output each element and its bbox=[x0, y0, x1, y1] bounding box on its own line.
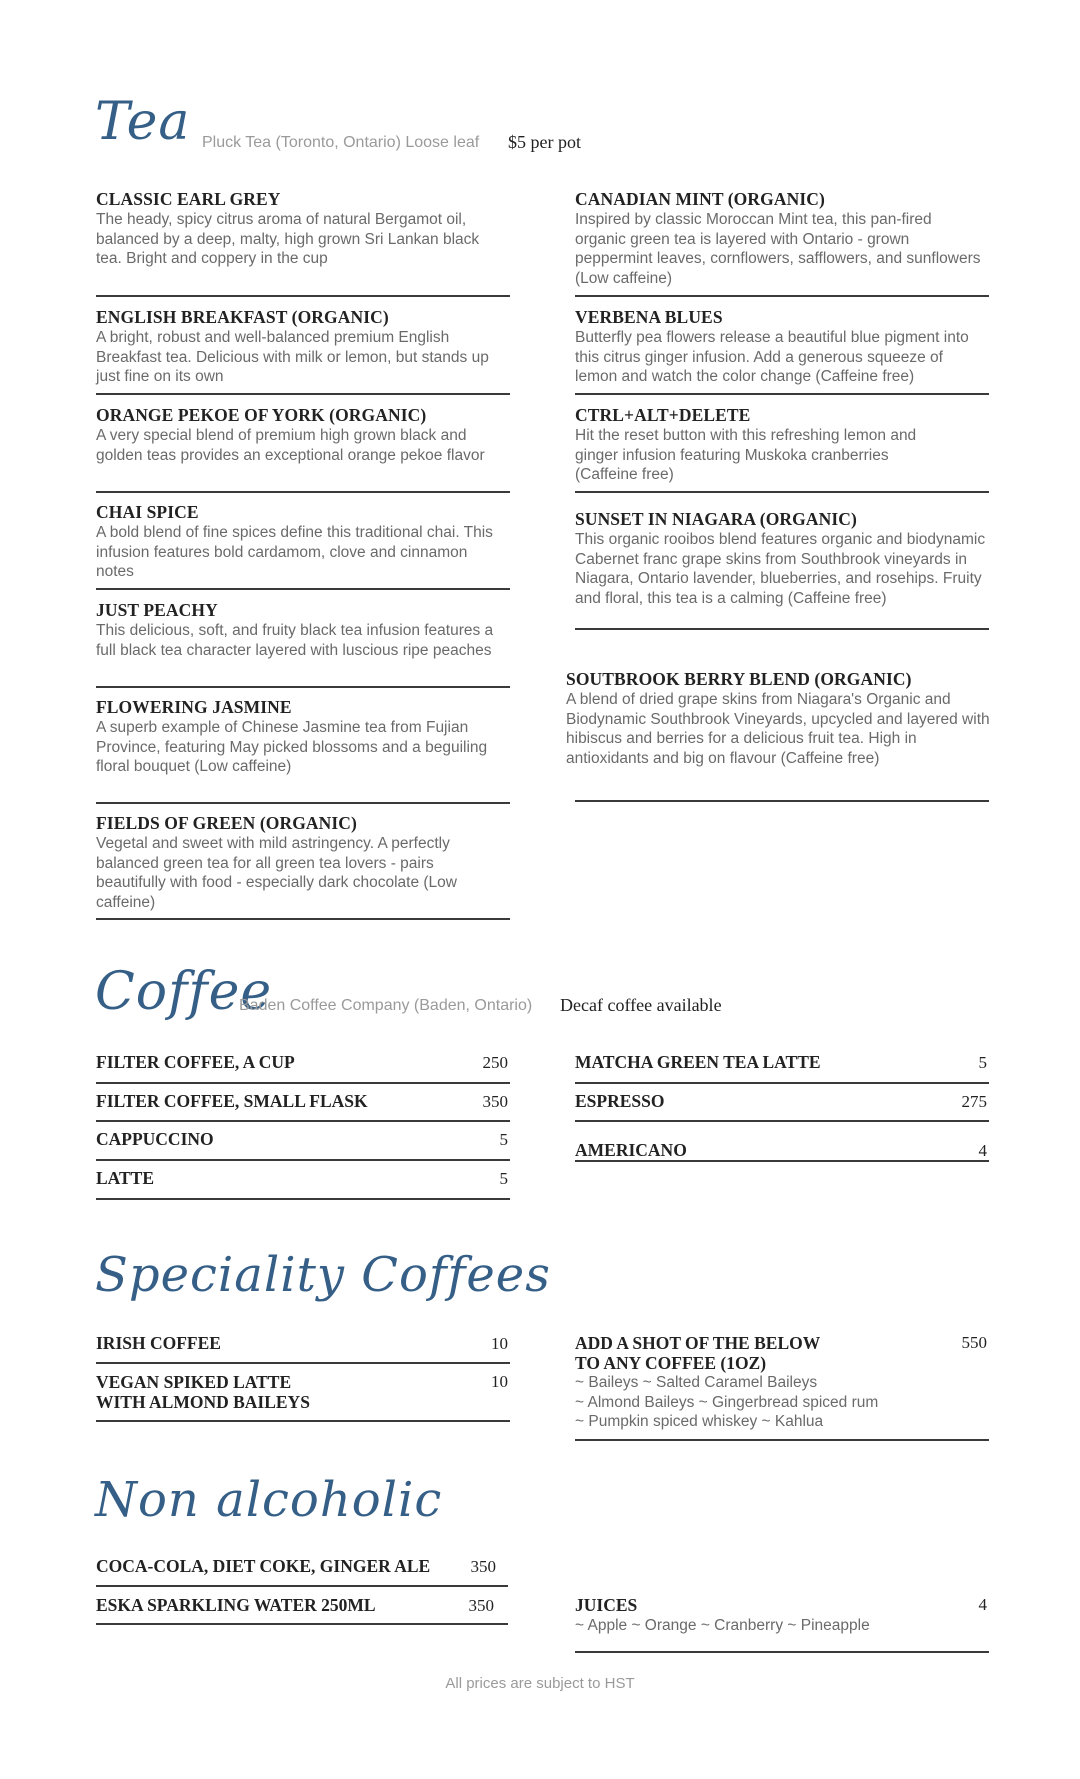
divider bbox=[575, 491, 989, 493]
divider bbox=[96, 918, 510, 920]
coffee-item-price: 250 bbox=[482, 1053, 508, 1072]
coffee-item-name: ESPRESSO bbox=[575, 1091, 665, 1111]
coffee-item bbox=[575, 1052, 987, 1073]
coffee-item bbox=[96, 1091, 508, 1112]
specialty-item-name-line1: ADD A SHOT OF THE BELOW bbox=[575, 1333, 821, 1353]
tea-item-name: SUNSET IN NIAGARA (ORGANIC) bbox=[575, 509, 857, 529]
coffee-item-name: FILTER COFFEE, A CUP bbox=[96, 1052, 295, 1072]
divider bbox=[96, 802, 510, 804]
tea-item-name: VERBENA BLUES bbox=[575, 307, 723, 327]
tea-item-desc: This delicious, soft, and fruity black tea infusion features a full black tea character layered with luscious ripe peaches bbox=[96, 622, 494, 659]
tea-item-desc: A blend of dried grape skins from Niagara's Organic and Biodynamic Southbrook Vineyards, upcycled and layered with hibiscus and berries for a delicious fruit tea. High in antioxidants and big on flavour (Caffeine free) bbox=[566, 691, 990, 767]
specialty-item-name: IRISH COFFEE bbox=[96, 1333, 221, 1353]
tea-item bbox=[96, 502, 506, 582]
tea-item-name: SOUTBROOK BERRY BLEND (ORGANIC) bbox=[566, 669, 912, 689]
divider bbox=[96, 1082, 510, 1084]
divider bbox=[96, 588, 510, 590]
tea-item bbox=[575, 405, 955, 485]
specialty-item-price: 10 bbox=[491, 1334, 508, 1353]
specialty-item-name-line2: WITH ALMOND BAILEYS bbox=[96, 1392, 310, 1412]
tea-item bbox=[96, 600, 512, 660]
coffee-item-price: 4 bbox=[978, 1141, 987, 1160]
coffee-item-name: FILTER COFFEE, SMALL FLASK bbox=[96, 1091, 368, 1111]
drink-item bbox=[96, 1595, 494, 1616]
tea-item-name: CANADIAN MINT (ORGANIC) bbox=[575, 189, 825, 209]
tea-item-desc: Inspired by classic Moroccan Mint tea, this pan-fired organic green tea is layered with Ontario - grown peppermint leaves, cornflowers, safflowers, and sunflowers (Low caffeine) bbox=[575, 211, 981, 287]
tea-item-desc: Vegetal and sweet with mild astringency. A perfectly balanced green tea for all green tea lovers - pairs beautifully with food - especially dark chocolate (Low caffeine) bbox=[96, 835, 457, 911]
tea-item bbox=[96, 189, 506, 269]
coffee-item bbox=[96, 1129, 508, 1150]
tea-item-name: CHAI SPICE bbox=[96, 502, 199, 522]
divider bbox=[96, 1585, 508, 1587]
coffee-item-name: CAPPUCCINO bbox=[96, 1129, 214, 1149]
tea-item bbox=[96, 813, 506, 912]
divider bbox=[96, 1120, 510, 1122]
coffee-item-price: 5 bbox=[499, 1169, 508, 1188]
divider bbox=[575, 295, 989, 297]
tea-item-name: JUST PEACHY bbox=[96, 600, 218, 620]
divider bbox=[96, 1159, 510, 1161]
specialty-item-name bbox=[96, 1372, 310, 1412]
specialty-item-name bbox=[575, 1333, 878, 1373]
specialty-options bbox=[575, 1373, 878, 1432]
coffee-item-name: MATCHA GREEN TEA LATTE bbox=[575, 1052, 821, 1072]
tea-item bbox=[566, 669, 998, 768]
divider bbox=[96, 491, 510, 493]
tea-heading: Tea bbox=[95, 92, 191, 152]
tea-source: Pluck Tea (Toronto, Ontario) Loose leaf bbox=[202, 134, 480, 151]
coffee-heading: Coffee bbox=[95, 962, 273, 1022]
tea-item bbox=[575, 307, 987, 387]
tea-item-name: ENGLISH BREAKFAST (ORGANIC) bbox=[96, 307, 389, 327]
tea-item bbox=[575, 189, 985, 288]
coffee-item bbox=[575, 1140, 987, 1161]
specialty-item-name-line1: VEGAN SPIKED LATTE bbox=[96, 1372, 292, 1392]
specialty-item-price: 550 bbox=[961, 1333, 987, 1352]
divider bbox=[96, 1420, 510, 1422]
divider bbox=[575, 1651, 989, 1653]
divider bbox=[575, 800, 989, 802]
coffee-note: Decaf coffee available bbox=[560, 995, 722, 1015]
divider bbox=[575, 628, 989, 630]
divider bbox=[575, 1120, 989, 1122]
specialty-option: ~ Pumpkin spiced whiskey ~ Kahlua bbox=[575, 1413, 824, 1430]
divider bbox=[96, 1198, 510, 1200]
tea-item-desc: A very special blend of premium high grown black and golden teas provides an exceptional orange pekoe flavor bbox=[96, 427, 485, 464]
tea-item-desc: Hit the reset button with this refreshing lemon and ginger infusion featuring Muskoka cranberries (Caffeine free) bbox=[575, 427, 917, 483]
coffee-item bbox=[96, 1052, 508, 1073]
specialty-heading: Speciality Coffees bbox=[95, 1247, 551, 1303]
divider bbox=[96, 1362, 510, 1364]
tea-item-name: CTRL+ALT+DELETE bbox=[575, 405, 751, 425]
tea-item bbox=[575, 509, 1000, 608]
divider bbox=[96, 1623, 508, 1625]
drink-item-price: 4 bbox=[978, 1595, 987, 1614]
coffee-item-price: 350 bbox=[482, 1092, 508, 1111]
drink-item bbox=[575, 1595, 987, 1636]
divider bbox=[96, 393, 510, 395]
coffee-item-price: 275 bbox=[961, 1092, 987, 1111]
divider bbox=[575, 1082, 989, 1084]
divider bbox=[96, 295, 510, 297]
specialty-item bbox=[96, 1372, 508, 1412]
tea-item-name: FIELDS OF GREEN (ORGANIC) bbox=[96, 813, 357, 833]
specialty-item-name-line2: TO ANY COFFEE (1OZ) bbox=[575, 1353, 767, 1373]
drink-options: ~ Apple ~ Orange ~ Cranberry ~ Pineapple bbox=[575, 1617, 870, 1634]
specialty-option: ~ Almond Baileys ~ Gingerbread spiced rum bbox=[575, 1393, 879, 1411]
tea-item bbox=[96, 405, 506, 465]
divider bbox=[575, 1439, 989, 1441]
specialty-option: ~ Baileys ~ Salted Caramel Baileys bbox=[575, 1374, 818, 1391]
coffee-item-name: LATTE bbox=[96, 1168, 155, 1188]
tea-item-desc: This organic rooibos blend features organic and biodynamic Cabernet franc grape skins from Southbrook vineyards in Niagara, Ontario lavender, blueberries, and rosehips. Fruity and floral, this tea is a calming (Caffeine free) bbox=[575, 531, 986, 607]
coffee-item-price: 5 bbox=[499, 1130, 508, 1149]
tea-item-name: FLOWERING JASMINE bbox=[96, 697, 292, 717]
specialty-item bbox=[96, 1333, 508, 1354]
divider bbox=[575, 393, 989, 395]
tea-item-name: ORANGE PEKOE OF YORK (ORGANIC) bbox=[96, 405, 427, 425]
tea-item-desc: A bright, robust and well-balanced premium English Breakfast tea. Delicious with milk or lemon, but stands up just fine on its own bbox=[96, 329, 489, 385]
footer-note: All prices are subject to HST bbox=[445, 1675, 635, 1692]
divider bbox=[575, 1160, 989, 1162]
tea-price-note: $5 per pot bbox=[508, 132, 581, 152]
tea-item-desc: A bold blend of fine spices define this traditional chai. This infusion features bold cardamom, clove and cinnamon notes bbox=[96, 524, 493, 580]
drink-item-name: ESKA SPARKLING WATER 250ML bbox=[96, 1595, 376, 1615]
tea-item-desc: Butterfly pea flowers release a beautiful blue pigment into this citrus ginger infusion. Add a generous squeeze of lemon and watch the color change (Caffeine free) bbox=[575, 329, 969, 385]
tea-item bbox=[96, 697, 506, 777]
drink-item-price: 350 bbox=[468, 1596, 494, 1615]
drink-item-price: 350 bbox=[470, 1557, 496, 1576]
coffee-item bbox=[96, 1168, 508, 1189]
tea-item-desc: A superb example of Chinese Jasmine tea from Fujian Province, featuring May picked blossoms and a beguiling floral bouquet (Low caffeine) bbox=[96, 719, 488, 775]
drink-item-name: JUICES bbox=[575, 1595, 638, 1615]
divider bbox=[96, 686, 510, 688]
specialty-item bbox=[575, 1333, 987, 1432]
coffee-item-name: AMERICANO bbox=[575, 1140, 687, 1160]
non-alcoholic-heading: Non alcoholic bbox=[95, 1472, 443, 1528]
tea-item bbox=[96, 307, 506, 387]
coffee-source: Baden Coffee Company (Baden, Ontario) bbox=[239, 997, 533, 1014]
coffee-item bbox=[575, 1091, 987, 1112]
drink-item-name: COCA-COLA, DIET COKE, GINGER ALE bbox=[96, 1556, 431, 1576]
tea-item-desc: The heady, spicy citrus aroma of natural Bergamot oil, balanced by a deep, malty, high grown Sri Lankan black tea. Bright and coppery in the cup bbox=[96, 211, 480, 267]
tea-item-name: CLASSIC EARL GREY bbox=[96, 189, 281, 209]
drink-item bbox=[96, 1556, 496, 1577]
coffee-item-price: 5 bbox=[978, 1053, 987, 1072]
specialty-item-price: 10 bbox=[491, 1372, 508, 1391]
